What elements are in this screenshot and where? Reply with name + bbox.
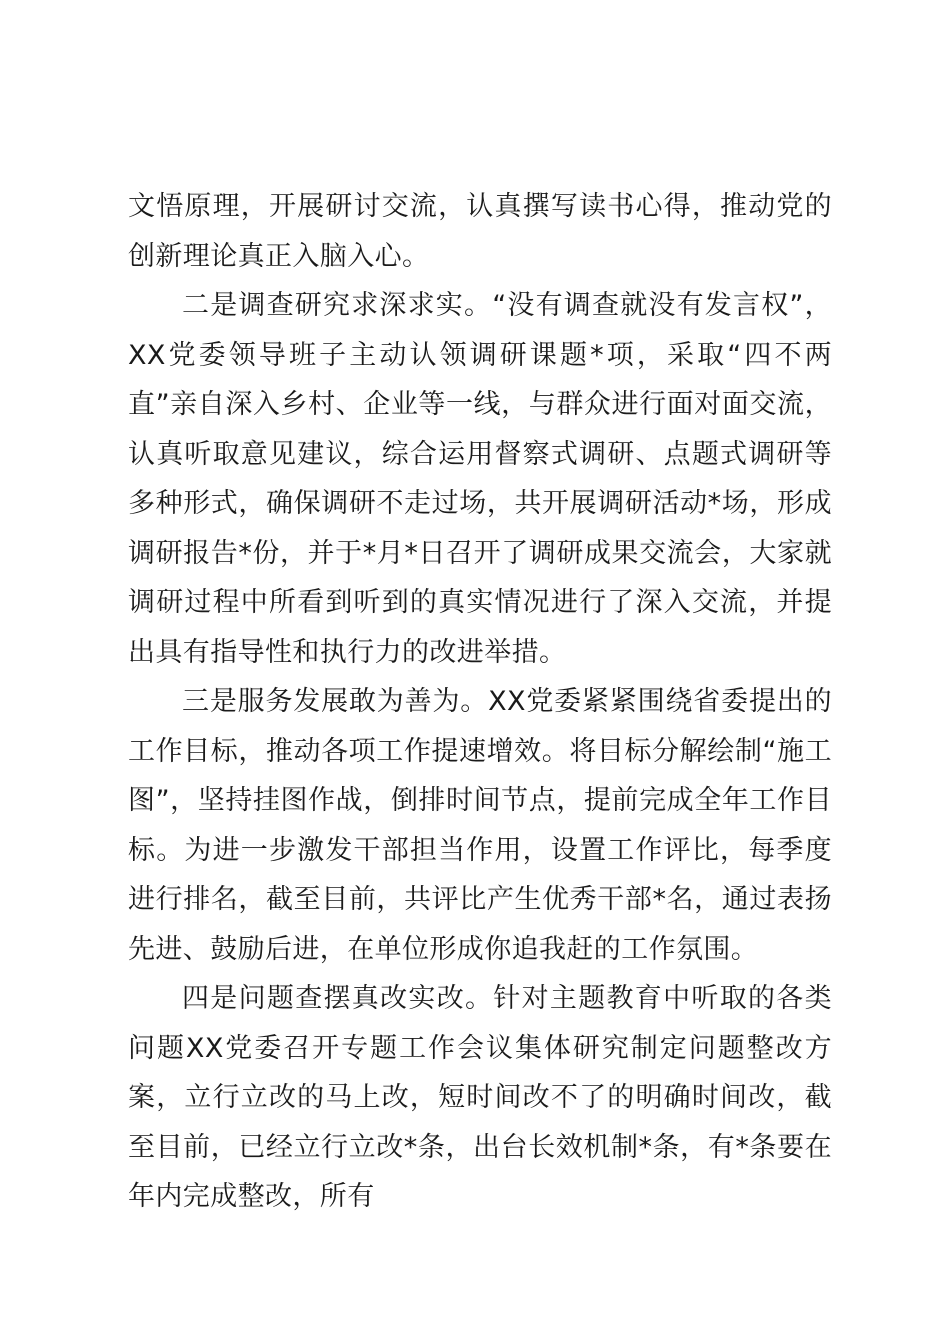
- paragraph-investigation-research: 二是调查研究求深求实。“没有调查就没有发言权”，XX党委领导班子主动认领调研课题*项，采取“四不两直”亲自深入乡村、企业等一线，与群众进行面对面交流，认真听取意见建议，综合运用督察式调研、点题式调研等多种形式，确保调研不走过场，共开展调研活动*场，形成调研报告*份，并于*月*日召开了调研成果交流会，大家就调研过程中所看到听到的真实情况进行了深入交流，并提出具有指导性和执行力的改进举措。: [128, 290, 832, 668]
- paragraph-study-continued: 文悟原理，开展研讨交流，认真撰写读书心得，推动党的创新理论真正入脑入心。: [128, 191, 832, 272]
- document-body: [128, 182, 832, 1222]
- paragraph-problem-rectification: 四是问题查摆真改实改。针对主题教育中听取的各类问题XX党委召开专题工作会议集体研究制定问题整改方案，立行立改的马上改，短时间改不了的明确时间改，截至目前，已经立行立改*条，出台长效机制*条，有*条要在年内完成整改，所有: [128, 983, 832, 1212]
- paragraph-service-development: 三是服务发展敢为善为。XX党委紧紧围绕省委提出的工作目标，推动各项工作提速增效。将目标分解绘制“施工图”，坚持挂图作战，倒排时间节点，提前完成全年工作目标。为进一步激发干部担当作用，设置工作评比，每季度进行排名，截至目前，共评比产生优秀干部*名，通过表扬先进、鼓励后进，在单位形成你追我赶的工作氛围。: [128, 686, 832, 965]
